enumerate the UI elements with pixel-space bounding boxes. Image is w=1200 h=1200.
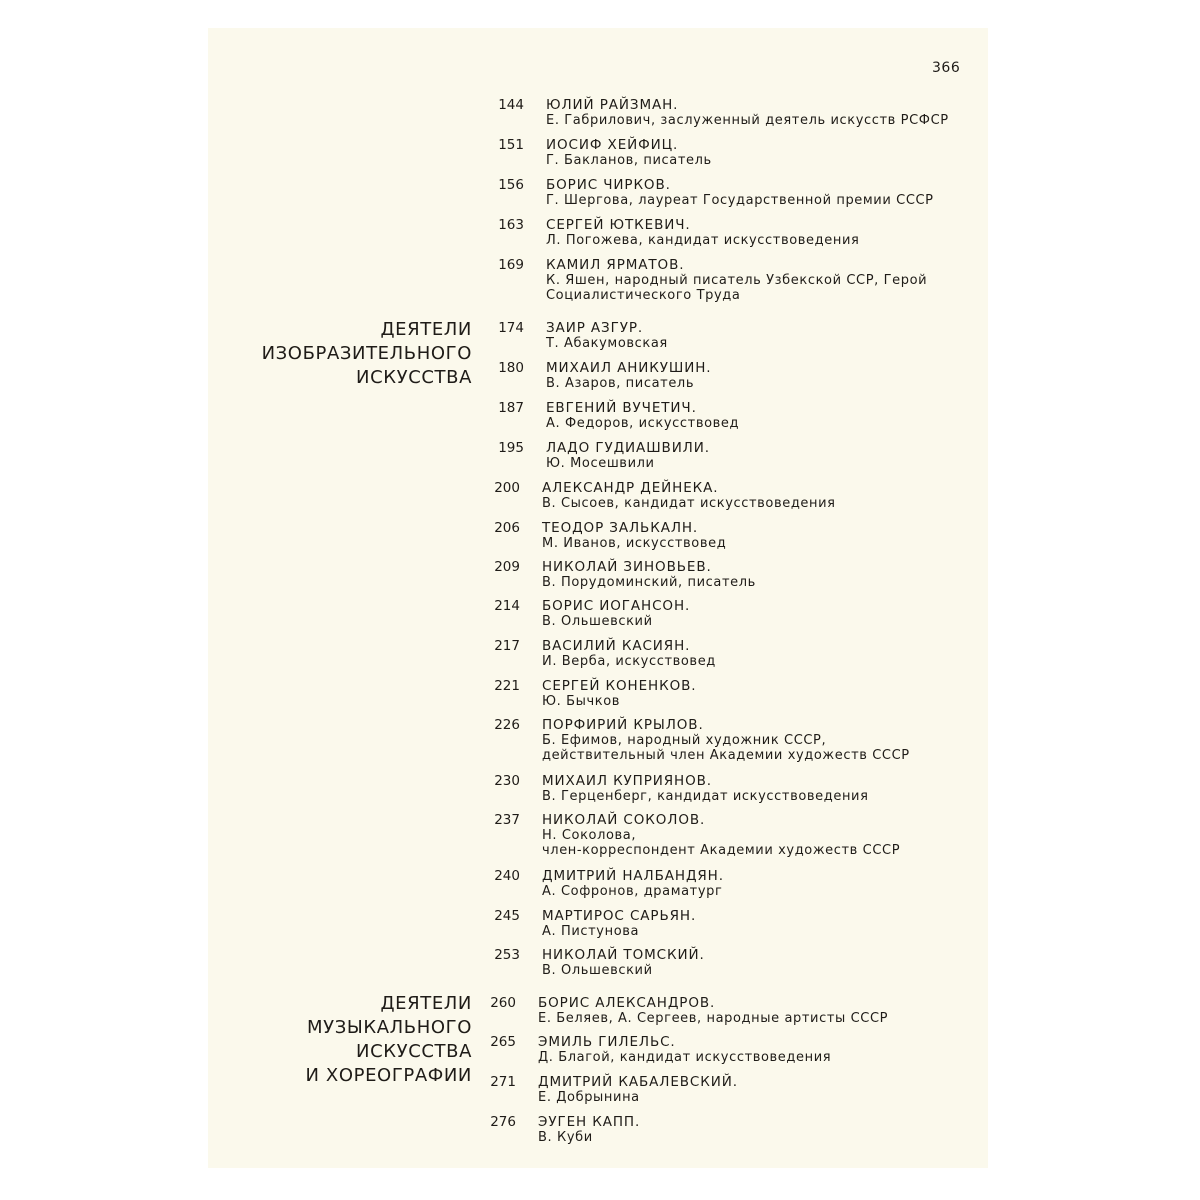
entry-page-number: 163	[498, 217, 524, 233]
entry-author	[542, 694, 962, 709]
entry-page-number: 209	[494, 559, 520, 575]
entry-author	[542, 828, 962, 858]
entry-author-line: А. Пистунова	[542, 924, 640, 939]
entry-title: НИКОЛАЙ ТОМСКИЙ.	[542, 947, 705, 963]
entry-page-number: 174	[498, 320, 524, 336]
section-title-line: ИСКУССТВА	[356, 367, 472, 388]
entry-author-line: И. Верба, искусствовед	[542, 654, 716, 669]
page-number: 366	[932, 60, 961, 76]
entry-author	[546, 273, 966, 303]
entry-title: ДМИТРИЙ КАБАЛЕВСКИЙ.	[538, 1074, 738, 1090]
entry-title: ВАСИЛИЙ КАСИЯН.	[542, 638, 691, 654]
entry-author-line: член-корреспондент Академии художеств СССР	[542, 843, 901, 858]
entry-author-line: В. Сысоев, кандидат искусствоведения	[542, 496, 836, 511]
entry-author-line: В. Азаров, писатель	[546, 376, 695, 391]
entry-author-line: В. Порудоминский, писатель	[542, 575, 756, 590]
entry-page-number: 151	[498, 137, 524, 153]
entry-author-line: Е. Добрынина	[538, 1090, 640, 1105]
entry-author	[538, 1090, 958, 1105]
entry-page-number: 253	[494, 947, 520, 963]
entry-title: МАРТИРОС САРЬЯН.	[542, 908, 697, 924]
entry-page-number: 156	[498, 177, 524, 193]
entry-author	[542, 963, 962, 978]
section-title-line: ИСКУССТВА	[356, 1041, 472, 1062]
entry-page-number: 180	[498, 360, 524, 376]
entry-page-number: 217	[494, 638, 520, 654]
entry-author	[542, 654, 962, 669]
entry-author-line: А. Софронов, драматург	[542, 884, 723, 899]
section-title-line: ДЕЯТЕЛИ	[380, 993, 472, 1014]
entry-title: СЕРГЕЙ ЮТКЕВИЧ.	[546, 217, 691, 233]
entry-title: ЗАИР АЗГУР.	[546, 320, 644, 336]
entry-author	[542, 614, 962, 629]
entry-author	[546, 233, 966, 248]
entry-title: ЮЛИЙ РАЙЗМАН.	[546, 97, 679, 113]
entry-page-number: 169	[498, 257, 524, 273]
entry-page-number: 265	[490, 1034, 516, 1050]
entry-author-line: Социалистического Труда	[546, 288, 741, 303]
section-title-line: И ХОРЕОГРАФИИ	[305, 1065, 472, 1086]
entry-page-number: 226	[494, 717, 520, 733]
entry-author	[538, 1011, 958, 1026]
entry-title: СЕРГЕЙ КОНЕНКОВ.	[542, 678, 697, 694]
entry-author	[542, 496, 962, 511]
entry-title: КАМИЛ ЯРМАТОВ.	[546, 257, 685, 273]
entry-title: ИОСИФ ХЕЙФИЦ.	[546, 137, 679, 153]
entry-author-line: Е. Габрилович, заслуженный деятель искусств РСФСР	[546, 113, 949, 128]
entry-author-line: Е. Беляев, А. Сергеев, народные артисты СССР	[538, 1011, 889, 1026]
entry-author-line: Д. Благой, кандидат искусствоведения	[538, 1050, 832, 1065]
entry-author	[546, 113, 966, 128]
entry-author-line: М. Иванов, искусствовед	[542, 536, 727, 551]
entry-author	[542, 924, 962, 939]
entry-author	[542, 789, 962, 804]
entry-author-line: К. Яшен, народный писатель Узбекской ССР, Герой	[546, 273, 928, 288]
entry-author	[542, 575, 962, 590]
entry-title: АЛЕКСАНДР ДЕЙНЕКА.	[542, 480, 719, 496]
entry-page-number: 200	[494, 480, 520, 496]
entry-title: ЕВГЕНИЙ ВУЧЕТИЧ.	[546, 400, 697, 416]
entry-title: БОРИС ЧИРКОВ.	[546, 177, 671, 193]
entry-author-line: Ю. Бычков	[542, 694, 621, 709]
section-title-line: ИЗОБРАЗИТЕЛЬНОГО	[261, 343, 472, 364]
entry-title: НИКОЛАЙ СОКОЛОВ.	[542, 812, 706, 828]
entry-author-line: Б. Ефимов, народный художник СССР,	[542, 733, 827, 748]
section-title-line: МУЗЫКАЛЬНОГО	[307, 1017, 472, 1038]
entry-title: ЭМИЛЬ ГИЛЕЛЬС.	[538, 1034, 676, 1050]
entry-author-line: Ю. Мосешвили	[546, 456, 655, 471]
entry-page-number: 271	[490, 1074, 516, 1090]
entry-author	[542, 536, 962, 551]
entry-author-line: действительный член Академии художеств СССР	[542, 748, 910, 763]
entry-author	[542, 884, 962, 899]
entry-author	[538, 1050, 958, 1065]
entry-page-number: 206	[494, 520, 520, 536]
entry-author-line: Н. Соколова,	[542, 828, 637, 843]
entry-author-line: В. Ольшевский	[542, 614, 653, 629]
entry-title: ДМИТРИЙ НАЛБАНДЯН.	[542, 868, 724, 884]
entry-author	[542, 733, 962, 763]
entry-page-number: 245	[494, 908, 520, 924]
entry-author	[546, 153, 966, 168]
entry-author	[546, 376, 966, 391]
entry-title: ТЕОДОР ЗАЛЬКАЛН.	[542, 520, 699, 536]
entry-author	[538, 1130, 958, 1145]
entry-page-number: 195	[498, 440, 524, 456]
entry-page-number: 230	[494, 773, 520, 789]
entry-title: МИХАИЛ КУПРИЯНОВ.	[542, 773, 712, 789]
entry-page-number: 214	[494, 598, 520, 614]
entry-page-number: 240	[494, 868, 520, 884]
entry-author	[546, 336, 966, 351]
entry-author-line: Г. Бакланов, писатель	[546, 153, 712, 168]
section-title-line: ДЕЯТЕЛИ	[380, 319, 472, 340]
entry-author	[546, 416, 966, 431]
entry-page-number: 260	[490, 995, 516, 1011]
entry-page-number: 144	[498, 97, 524, 113]
entry-author-line: Т. Абакумовская	[546, 336, 668, 351]
entry-author-line: Л. Погожева, кандидат искусствоведения	[546, 233, 860, 248]
entry-author	[546, 456, 966, 471]
entry-page-number: 187	[498, 400, 524, 416]
entry-title: ЛАДО ГУДИАШВИЛИ.	[546, 440, 710, 456]
entry-author-line: А. Федоров, искусствовед	[546, 416, 740, 431]
entry-author	[546, 193, 966, 208]
entry-page-number: 276	[490, 1114, 516, 1130]
entry-page-number: 221	[494, 678, 520, 694]
entry-title: МИХАИЛ АНИКУШИН.	[546, 360, 712, 376]
entry-title: ПОРФИРИЙ КРЫЛОВ.	[542, 717, 704, 733]
entry-page-number: 237	[494, 812, 520, 828]
entry-title: БОРИС ИОГАНСОН.	[542, 598, 691, 614]
entry-author-line: В. Ольшевский	[542, 963, 653, 978]
entry-author-line: В. Куби	[538, 1130, 593, 1145]
entry-author-line: В. Герценберг, кандидат искусствоведения	[542, 789, 869, 804]
entry-title: ЭУГЕН КАПП.	[538, 1114, 641, 1130]
entry-title: БОРИС АЛЕКСАНДРОВ.	[538, 995, 716, 1011]
entry-title: НИКОЛАЙ ЗИНОВЬЕВ.	[542, 559, 712, 575]
entry-author-line: Г. Шергова, лауреат Государственной премии СССР	[546, 193, 934, 208]
